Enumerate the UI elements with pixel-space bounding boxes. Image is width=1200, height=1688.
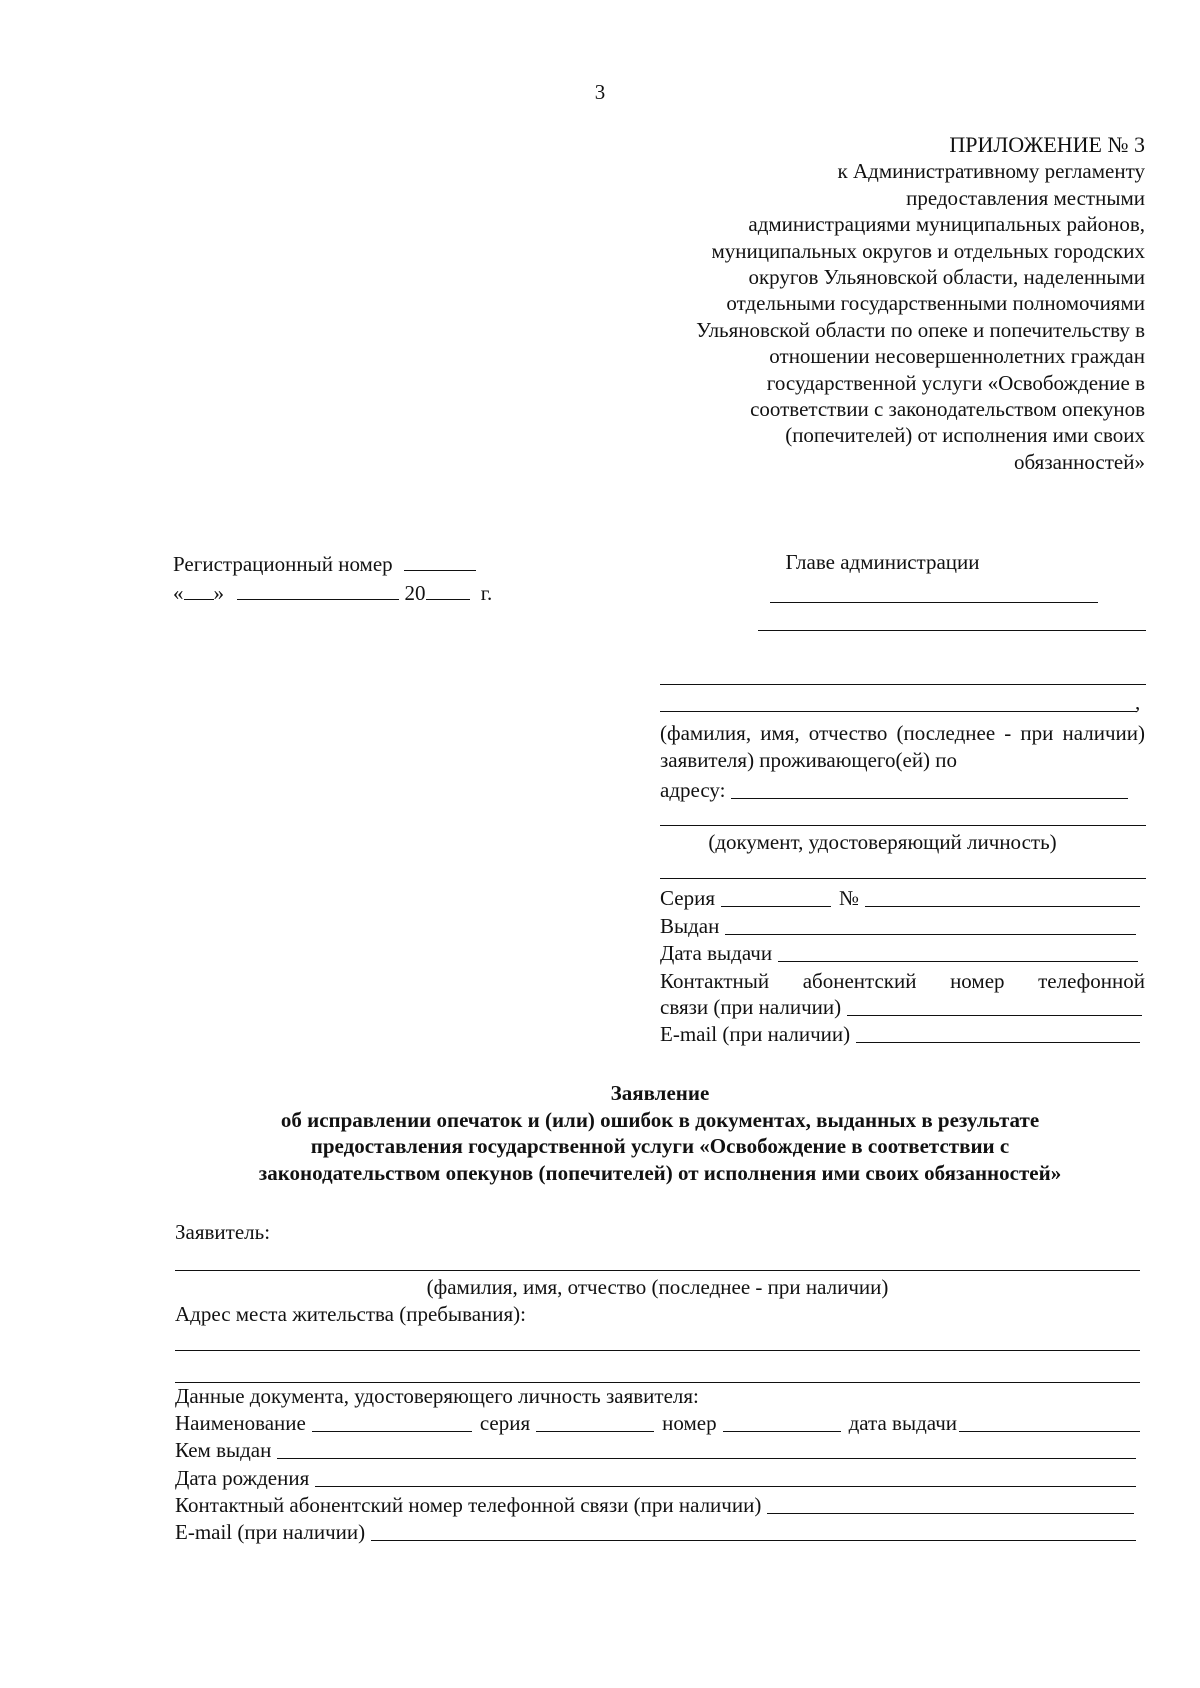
email-row	[660, 1022, 1146, 1047]
appendix-line: к Административному регламенту	[837, 159, 1145, 184]
appendix-line: округов Ульяновской области, наделенными	[748, 265, 1145, 290]
appendix-line: отношении несовершеннолетних граждан	[769, 344, 1145, 369]
registration-block	[173, 550, 492, 608]
date-close-quote: »	[213, 581, 224, 605]
day-field[interactable]	[184, 581, 214, 600]
issue-date-label: Дата выдачи	[660, 941, 773, 965]
phone-label-line2: связи (при наличии)	[660, 995, 842, 1019]
year-suffix: г.	[480, 581, 493, 605]
statement-title-block	[0, 1080, 1200, 1186]
doc-name-label: Наименование	[175, 1411, 306, 1435]
residence-line-2[interactable]	[175, 1382, 1140, 1383]
page-number: 3	[594, 80, 606, 104]
addressee-line[interactable]	[660, 711, 1137, 712]
series-field[interactable]	[721, 906, 831, 907]
appendix-title: ПРИЛОЖЕНИЕ № 3	[949, 132, 1145, 157]
addressee-fio-note-block	[660, 720, 1145, 774]
phone-row	[660, 995, 1146, 1020]
year-prefix: 20	[404, 581, 426, 605]
issued-field[interactable]	[725, 934, 1136, 935]
appendix-line: соответствии с законодательством опекунов	[750, 397, 1145, 422]
applicant-email-field[interactable]	[371, 1540, 1136, 1541]
issue-date-row	[660, 941, 1146, 966]
fio-note: (фамилия, имя, отчество (последнее - при наличии) заявителя) проживающего(ей) по	[660, 721, 1145, 772]
birth-date-field[interactable]	[315, 1486, 1136, 1487]
date-open-quote: «	[173, 581, 184, 605]
issued-by-field[interactable]	[277, 1458, 1136, 1459]
address-row	[660, 778, 1146, 803]
number-label: №	[838, 886, 860, 910]
series-number-row	[660, 886, 1146, 911]
series-label: Серия	[660, 886, 715, 910]
address-field[interactable]	[731, 798, 1128, 799]
issued-by-label: Кем выдан	[175, 1438, 272, 1462]
address-label: адресу:	[660, 778, 726, 802]
head-of-administration-label: Главе администрации	[785, 550, 980, 574]
appendix-line: государственной услуги «Освобождение в	[766, 370, 1145, 395]
issue-date-field[interactable]	[778, 961, 1138, 962]
issued-label: Выдан	[660, 914, 720, 938]
applicant-email-row	[175, 1520, 1140, 1545]
addressee-line[interactable]	[770, 602, 1098, 603]
applicant-fio-line[interactable]	[175, 1270, 1140, 1271]
applicant-fio-note: (фамилия, имя, отчество (последнее - при наличии)	[426, 1275, 889, 1299]
birth-date-row	[175, 1466, 1140, 1491]
registration-number-row	[173, 550, 492, 579]
appendix-line: администрациями муниципальных районов,	[748, 212, 1145, 237]
appendix-line: обязанностей»	[1014, 449, 1145, 474]
appendix-line: предоставления местными	[906, 185, 1145, 210]
issued-by-row	[175, 1438, 1140, 1463]
statement-subtitle-line: предоставления государственной услуги «Освобождение в соответствии с	[310, 1134, 1010, 1158]
identity-doc-note: (документ, удостоверяющий личность)	[708, 830, 1057, 854]
identity-doc-line[interactable]	[660, 878, 1146, 879]
appendix-line: Ульяновской области по опеке и попечительству в	[696, 317, 1145, 342]
issued-row	[660, 914, 1146, 939]
applicant-phone-row	[175, 1493, 1140, 1518]
registration-date-row	[173, 579, 492, 608]
month-field[interactable]	[237, 581, 399, 600]
doc-data-label: Данные документа, удостоверяющего личность заявителя:	[175, 1384, 699, 1408]
comma: ,	[1135, 690, 1141, 714]
appendix-line: (попечителей) от исполнения ими своих	[785, 423, 1145, 448]
number-field[interactable]	[865, 906, 1140, 907]
statement-title: Заявление	[610, 1081, 710, 1105]
applicant-phone-label: Контактный абонентский номер телефонной связи (при наличии)	[175, 1493, 762, 1517]
doc-series-field[interactable]	[536, 1431, 654, 1432]
doc-name-field[interactable]	[312, 1431, 472, 1432]
applicant-phone-field[interactable]	[767, 1513, 1134, 1514]
phone-field[interactable]	[847, 1015, 1142, 1016]
residence-label: Адрес места жительства (пребывания):	[175, 1302, 527, 1326]
residence-line-1[interactable]	[175, 1350, 1140, 1351]
appendix-header	[600, 132, 1145, 475]
applicant-email-label: E-mail (при наличии)	[175, 1520, 366, 1544]
registration-number-field[interactable]	[404, 552, 476, 571]
applicant-label: Заявитель:	[175, 1220, 271, 1244]
statement-subtitle-line: законодательством опекунов (попечителей) от исполнения ими своих обязанностей»	[258, 1160, 1062, 1185]
doc-details-row	[175, 1411, 1140, 1436]
doc-number-field[interactable]	[723, 1431, 841, 1432]
appendix-line: муниципальных округов и отдельных городских	[711, 238, 1145, 263]
statement-subtitle-line: об исправлении опечаток и (или) ошибок в документах, выданных в результате	[280, 1107, 1040, 1132]
phone-label-line1-wrap	[660, 968, 1145, 995]
doc-series-label: серия	[479, 1411, 531, 1435]
email-label: E-mail (при наличии)	[660, 1022, 851, 1046]
doc-date-label: дата выдачи	[848, 1411, 958, 1435]
doc-date-field[interactable]	[959, 1431, 1140, 1432]
phone-label-line1: Контактный абонентский номер телефонной	[660, 969, 1145, 993]
email-field[interactable]	[856, 1042, 1140, 1043]
registration-number-label: Регистрационный номер	[173, 552, 393, 576]
address-line-2[interactable]	[660, 825, 1146, 826]
addressee-line[interactable]	[660, 684, 1146, 685]
birth-date-label: Дата рождения	[175, 1466, 310, 1490]
addressee-line[interactable]	[758, 630, 1146, 631]
year-field[interactable]	[426, 581, 470, 600]
doc-number-label: номер	[662, 1411, 717, 1435]
appendix-line: отдельными государственными полномочиями	[726, 291, 1145, 316]
